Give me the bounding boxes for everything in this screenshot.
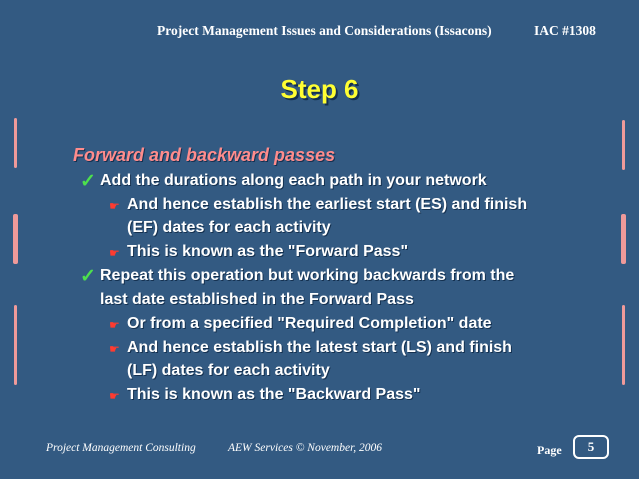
pointing-hand-icon: ☛ bbox=[109, 389, 120, 403]
bullet-2-line-1: Repeat this operation but working backwards from the bbox=[100, 267, 515, 284]
page-number: 5 bbox=[573, 435, 609, 459]
bullet-2-sub-1-line-1: Or from a specified "Required Completion" date bbox=[127, 315, 492, 332]
bullet-2-sub-3-line-1: This is known as the "Backward Pass" bbox=[127, 386, 421, 403]
bullet-1-sub-2-line-1: This is known as the "Forward Pass" bbox=[127, 243, 409, 260]
pointing-hand-icon: ☛ bbox=[109, 246, 120, 260]
left-accent-bar-top bbox=[14, 118, 17, 168]
header-title: Project Management Issues and Considerations (Issacons) bbox=[157, 23, 492, 38]
check-icon: ✓ bbox=[80, 266, 96, 287]
pointing-hand-icon: ☛ bbox=[109, 318, 120, 332]
footer-center: AEW Services © November, 2006 bbox=[228, 442, 383, 454]
right-accent-bar-middle bbox=[621, 214, 626, 264]
pointing-hand-icon: ☛ bbox=[109, 199, 120, 213]
footer-left: Project Management Consulting bbox=[46, 442, 196, 454]
left-accent-bar-middle bbox=[13, 214, 18, 264]
bullet-1-sub-1-line-1: And hence establish the earliest start (ES) and finish bbox=[127, 196, 528, 213]
bullet-2-line-2: last date established in the Forward Pass bbox=[100, 291, 414, 308]
bullet-1-sub-1-line-2: (EF) dates for each activity bbox=[127, 219, 331, 236]
header-code: IAC #1308 bbox=[534, 23, 596, 38]
check-icon: ✓ bbox=[80, 171, 96, 192]
right-accent-bar-bottom bbox=[622, 305, 625, 385]
page-label: Page bbox=[537, 443, 562, 457]
step-title: Step 6 bbox=[280, 74, 359, 104]
bullet-2-sub-2-line-2: (LF) dates for each activity bbox=[127, 362, 330, 379]
right-accent-bar-top bbox=[622, 120, 625, 170]
left-accent-bar-bottom bbox=[14, 305, 17, 385]
bullet-2-sub-2-line-1: And hence establish the latest start (LS) and finish bbox=[127, 339, 512, 356]
bullet-1-line-1: Add the durations along each path in your network bbox=[100, 172, 487, 189]
section-heading: Forward and backward passes bbox=[73, 145, 336, 165]
pointing-hand-icon: ☛ bbox=[109, 342, 120, 356]
